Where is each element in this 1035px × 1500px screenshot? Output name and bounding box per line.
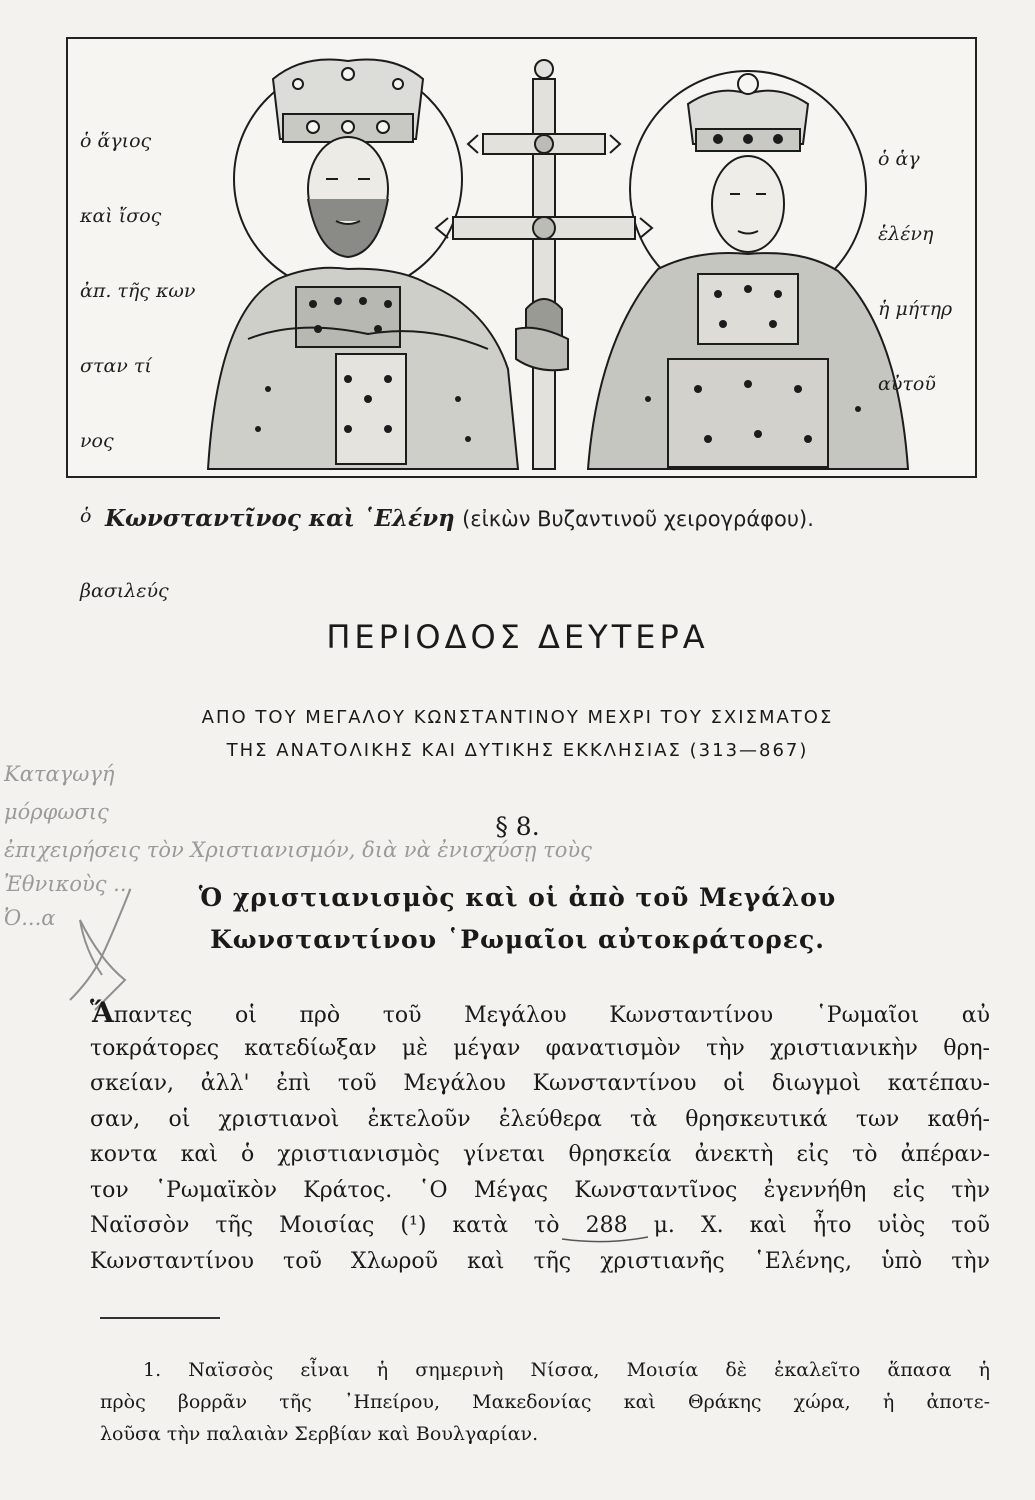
body-line-1: Ἅπαντες οἱ πρὸ τοῦ Μεγάλου Κωνσταντίνου ῾Ρωμαῖοι αὐ xyxy=(90,996,990,1029)
footnote-rule xyxy=(100,1317,220,1319)
caption-names: Κωνσταντῖνος καὶ ῾Ελένη xyxy=(105,505,455,532)
footnote-line-1: 1. Ναϊσσὸς εἶναι ἡ σημερινὴ Νίσσα, Μοισία δὲ ἐκαλεῖτο ἅπασα ἡ xyxy=(143,1359,990,1381)
body-line-2: τοκράτορες κατεδίωξαν μὲ μέγαν φανατισμὸν τὴν χριστιανικὴν θρη- xyxy=(90,1035,990,1061)
helen-face xyxy=(712,156,784,252)
body-line-3: σκείαν, ἀλλ' ἐπὶ τοῦ Μεγάλου Κωνσταντίνου οἱ διωγμοὶ κατέπαυ- xyxy=(90,1071,990,1096)
pencil-note-4: Ἐθνικοὺς ... xyxy=(4,872,134,896)
pencil-note-3: ἐπιχειρήσεις τὸν Χριστιανισμόν, διὰ νὰ ἐνισχύσῃ τοὺς xyxy=(4,838,592,862)
helen-crown xyxy=(688,74,808,151)
section-number: § 8. xyxy=(495,812,540,841)
section-heading-line-2: Κωνσταντίνου ῾Ρωμαῖοι αὐτοκράτορες. xyxy=(210,925,825,954)
body-line-7: Ναϊσσὸν τῆς Μοισίας (¹) κατὰ τὸ 288 μ. Χ. καὶ ἦτο υἱὸς τοῦ xyxy=(90,1213,990,1238)
constantine-face xyxy=(308,137,388,257)
constantine-crown xyxy=(273,59,423,142)
figure-caption xyxy=(105,505,965,532)
period-subtitle-line-1: ΑΠΟ ΤΟΥ ΜΕΓΑΛΟΥ ΚΩΝΣΤΑΝΤΙΝΟΥ ΜΕΧΡΙ ΤΟΥ ΣΧΙΣΜΑΤΟΣ xyxy=(201,707,834,728)
constantine-inscription: ὁ ἅγιος καὶ ἴσος ἀπ. τῆς κων σταν τί νος ὁ βασιλεύς xyxy=(80,130,196,602)
body-line-4: σαν, οἱ χριστιανοὶ ἐκτελοῦν ἐλεύθερα τὰ θρησκευτικά των καθή- xyxy=(90,1106,990,1132)
icon-engraving xyxy=(68,39,979,480)
footnote-line-2: πρὸς βορρᾶν τῆς ᾿Ηπείρου, Μακεδονίας καὶ Θράκης χώρα, ἡ ἀποτε- xyxy=(100,1391,990,1413)
body-paragraph xyxy=(90,995,990,1279)
body-line-8: Κωνσταντίνου τοῦ Χλωροῦ καὶ τῆς χριστιανῆς ῾Ελένης, ὑπὸ τὴν xyxy=(90,1248,990,1274)
caption-source: (εἰκὼν Βυζαντινοῦ χειρογράφου). xyxy=(462,507,814,531)
helen-inscription: ὁ ἁγ ἑλένη ἡ μήτηρ αὐτοῦ xyxy=(878,148,953,395)
period-subtitle-line-2: ΤΗΣ ΑΝΑΤΟΛΙΚΗΣ ΚΑΙ ΔΥΤΙΚΗΣ ΕΚΚΛΗΣΙΑΣ (313—867) xyxy=(226,740,809,761)
pencil-note-2: μόρφωσις xyxy=(4,800,109,824)
pencil-underline xyxy=(560,1225,650,1245)
pencil-note-5: Ὀ...α xyxy=(4,906,56,930)
section-heading-line-1: Ὁ χριστιανισμὸς καὶ οἱ ἀπὸ τοῦ Μεγάλου xyxy=(198,883,837,912)
footnote xyxy=(100,1354,990,1450)
period-title: ΠΕΡΙΟΔΟΣ ΔΕΥΤΕΡΑ xyxy=(326,618,709,656)
drop-cap: Ἅ xyxy=(90,996,114,1029)
body-line-5: κοντα καὶ ὁ χριστιανισμὸς γίνεται θρησκεία ἀνεκτὴ εἰς τὸ ἀπέραν- xyxy=(90,1142,990,1167)
pencil-note-1: Καταγωγή xyxy=(4,762,115,786)
footnote-line-3: λοῦσα τὴν παλαιὰν Σερβίαν καὶ Βουλγαρίαν. xyxy=(100,1423,539,1445)
body-line-6: τον ῾Ρωμαϊκὸν Κράτος. ῾Ο Μέγας Κωνσταντῖνος ἐγεννήθη εἰς τὴν xyxy=(90,1177,990,1203)
